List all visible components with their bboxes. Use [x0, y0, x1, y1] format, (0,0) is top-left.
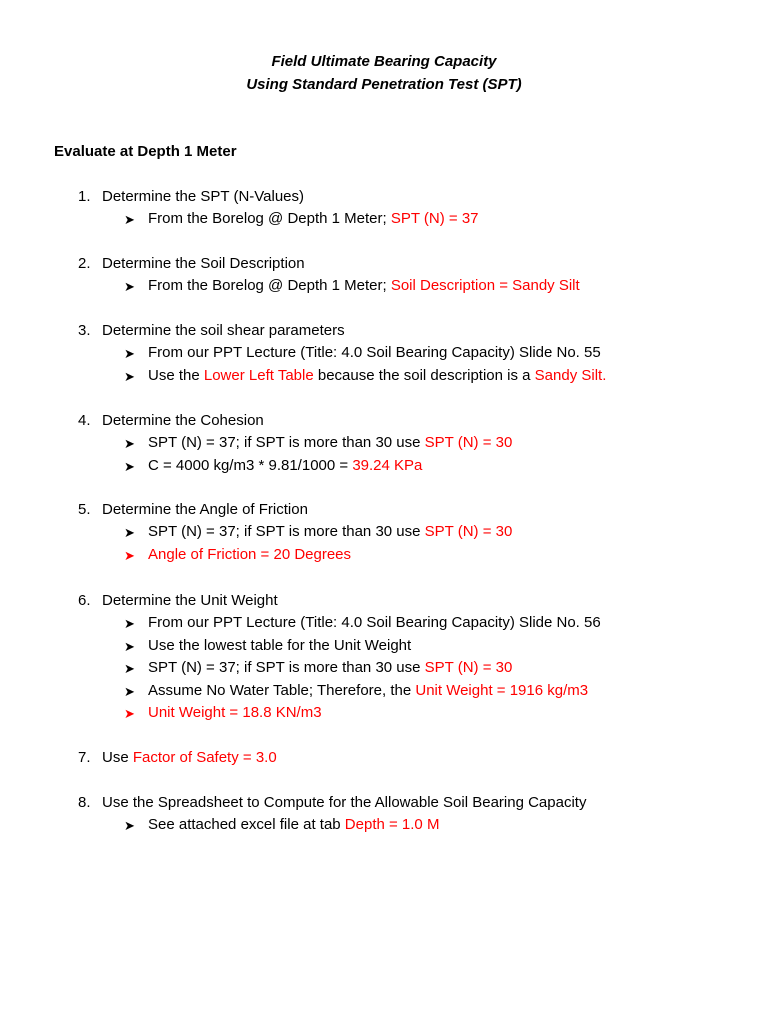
text-run: SPT (N) = 37 — [390, 210, 479, 228]
text-run: Angle of Friction = 20 Degrees — [148, 545, 352, 563]
step-number: 8. — [78, 794, 91, 811]
step-text: Determine the Unit Weight — [102, 592, 278, 609]
text-run: From the Borelog @ Depth 1 Meter; — [148, 277, 391, 295]
step-text: Determine the soil shear parameters — [102, 322, 345, 339]
text-run: C = 4000 kg/m3 * 9.81/1000 = — [148, 456, 353, 474]
text-run: Factor of Safety = 3.0 — [132, 749, 277, 766]
text-run: SPT (N) = 30 — [424, 659, 513, 677]
section-heading: Evaluate at Depth 1 Meter — [54, 143, 237, 160]
bullet-text — [148, 814, 439, 836]
bullet-text — [148, 208, 479, 230]
step-number: 7. — [78, 749, 91, 766]
text-run: SPT (N) = 37; if SPT is more than 30 use — [148, 659, 425, 677]
text-run: From our PPT Lecture (Title: 4.0 Soil Bearing Capacity) Slide No. 55 — [148, 344, 601, 362]
text-run: See attached excel file at tab — [148, 816, 345, 834]
step-text: Use the Spreadsheet to Compute for the Allowable Soil Bearing Capacity — [102, 794, 587, 811]
text-run: SPT (N) = 30 — [424, 523, 513, 541]
text-run: Use the — [148, 366, 204, 384]
arrow-bullet-icon: ➤ — [124, 683, 135, 699]
bullet-text — [148, 657, 512, 679]
bullet-text — [148, 612, 601, 634]
text-run: Unit Weight = 1916 kg/m3 — [415, 681, 589, 699]
bullet-text — [148, 635, 411, 657]
step-number: 2. — [78, 255, 91, 272]
arrow-bullet-icon: ➤ — [124, 525, 135, 541]
bullet-text — [148, 432, 512, 454]
bullet-text — [148, 544, 351, 566]
text-run: Use the lowest table for the Unit Weight — [148, 636, 412, 654]
text-run: SPT (N) = 30 — [424, 434, 513, 452]
arrow-bullet-icon: ➤ — [124, 706, 135, 721]
title-line-2: Using Standard Penetration Test (SPT) — [246, 76, 522, 93]
step-text: Determine the Cohesion — [102, 412, 264, 429]
step-text: Determine the Soil Description — [102, 255, 305, 272]
text-run: SPT (N) = 37; if SPT is more than 30 use — [148, 523, 425, 541]
arrow-bullet-icon: ➤ — [124, 368, 135, 384]
arrow-bullet-icon: ➤ — [124, 661, 135, 677]
arrow-bullet-icon: ➤ — [124, 638, 135, 654]
text-run: Use — [102, 749, 133, 766]
step-text — [102, 747, 277, 769]
bullet-text — [148, 342, 601, 364]
step-text: Determine the SPT (N-Values) — [102, 188, 305, 205]
bullet-text — [148, 680, 588, 702]
step-number: 1. — [78, 188, 91, 205]
bullet-text — [148, 455, 422, 477]
text-run: Lower Left Table — [203, 366, 314, 384]
text-run: From our PPT Lecture (Title: 4.0 Soil Bearing Capacity) Slide No. 56 — [148, 614, 601, 632]
text-run: because the soil description is a — [313, 366, 535, 384]
text-run: 39.24 KPa — [352, 456, 423, 474]
text-run: From the Borelog @ Depth 1 Meter; — [148, 210, 391, 228]
arrow-bullet-icon: ➤ — [124, 547, 135, 563]
text-run: Depth = 1.0 M — [344, 816, 440, 834]
step-number: 3. — [78, 322, 91, 339]
text-run: Sandy Silt. — [534, 366, 607, 384]
title-line-1: Field Ultimate Bearing Capacity — [271, 53, 497, 70]
step-number: 4. — [78, 412, 91, 429]
arrow-bullet-icon: ➤ — [124, 818, 135, 834]
text-run: Soil Description = Sandy Silt — [390, 277, 580, 295]
arrow-bullet-icon: ➤ — [124, 279, 135, 295]
text-run: Assume No Water Table; Therefore, the — [148, 681, 416, 699]
step-number: 6. — [78, 592, 91, 609]
arrow-bullet-icon: ➤ — [124, 346, 135, 362]
step-text: Determine the Angle of Friction — [102, 501, 308, 518]
arrow-bullet-icon: ➤ — [124, 616, 135, 632]
bullet-text — [148, 702, 322, 724]
arrow-bullet-icon: ➤ — [124, 436, 135, 452]
step-number: 5. — [78, 501, 91, 518]
bullet-text — [148, 275, 580, 297]
arrow-bullet-icon: ➤ — [124, 212, 135, 228]
text-run: Unit Weight = 18.8 KN/m3 — [148, 704, 322, 721]
bullet-text — [148, 521, 512, 543]
text-run: SPT (N) = 37; if SPT is more than 30 use — [148, 434, 425, 452]
bullet-text — [148, 365, 606, 387]
arrow-bullet-icon: ➤ — [124, 458, 135, 474]
